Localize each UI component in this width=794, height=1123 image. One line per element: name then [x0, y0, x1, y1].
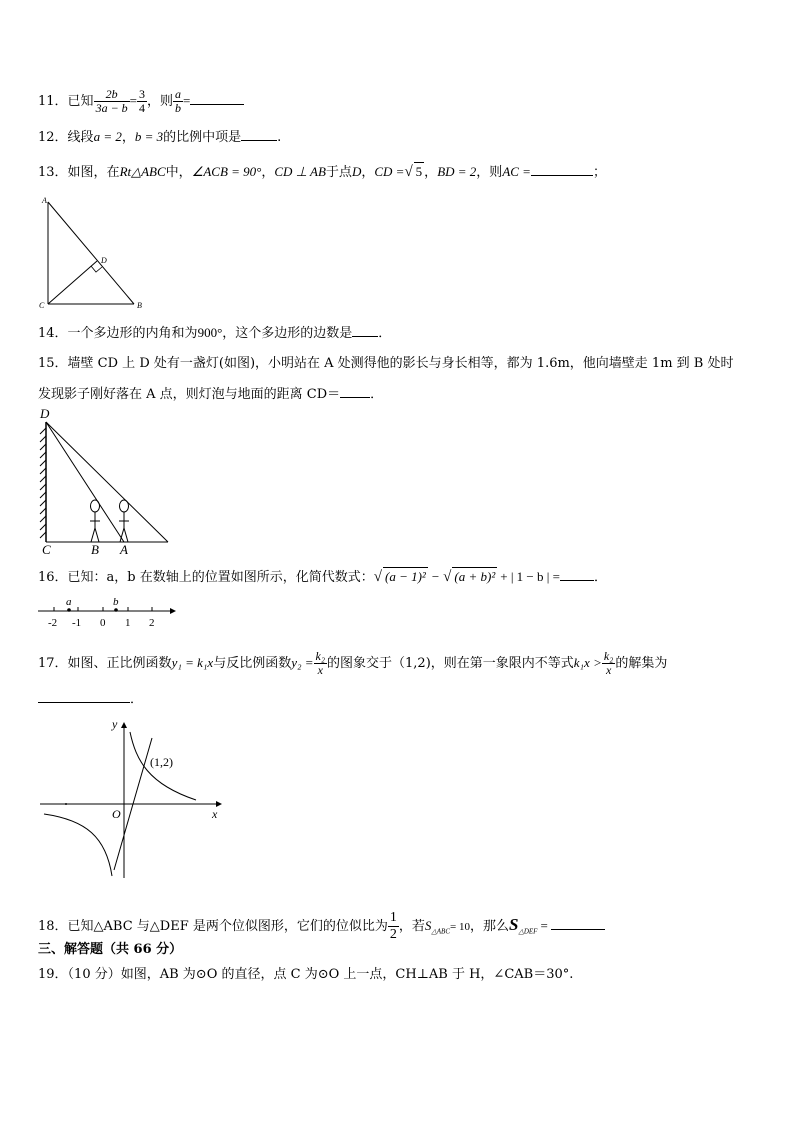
fraction-a-over-b	[173, 88, 183, 115]
intersection-label: (1,2)	[150, 755, 173, 769]
question-text: ，若	[398, 919, 425, 934]
semicolon: ；	[592, 165, 606, 180]
question-text: 墙壁 CD 上 D 处有一盏灯(如图)，小明站在 A 处测得他的影长与身长相等，都为 1.6m，他向墙壁走 1m 到 B 处时	[67, 356, 734, 371]
radical-sign: √	[373, 569, 382, 585]
question-number: 19．	[38, 967, 68, 982]
area-symbol: S	[424, 918, 432, 933]
question-text: 线段	[67, 130, 94, 145]
answer-blank[interactable]	[352, 324, 378, 337]
question-15-line-1	[38, 355, 733, 373]
tick-label: 2	[149, 617, 155, 629]
math-expression: y₂ =	[291, 655, 314, 670]
tick-label: 0	[100, 617, 106, 629]
question-18	[38, 910, 605, 943]
answer-blank[interactable]	[531, 163, 593, 176]
numerator: 1	[389, 910, 397, 925]
answer-blank[interactable]	[38, 690, 130, 703]
question-text: ，这个多边形的边数是	[222, 326, 353, 341]
fraction-k2-over-x	[602, 650, 616, 677]
question-text: 如图，在	[67, 165, 120, 180]
question-text: 已知△ABC 与△DEF 是两个位似图形，它们的位似比为	[67, 919, 388, 934]
label-a: a	[66, 596, 72, 608]
question-number: 11．	[38, 94, 68, 109]
fraction-3-over-4	[137, 88, 147, 115]
equals-sign: =	[129, 93, 138, 108]
radical-sign: √	[443, 569, 452, 585]
question-13	[38, 162, 606, 182]
origin-label: O	[112, 807, 121, 821]
math-expression: D	[351, 164, 362, 179]
math-expression: + | 1 − b | =	[500, 569, 560, 584]
point-b	[114, 608, 118, 612]
separator: ，	[424, 165, 438, 180]
math-expression: ∠ACB = 90°	[191, 164, 262, 179]
label-D: D	[101, 256, 107, 265]
question-17-line-2	[38, 690, 143, 709]
question-11	[38, 88, 244, 115]
question-text: 发现影子刚好落在 A 点，则灯泡与地面的距离 CD＝	[38, 387, 341, 402]
tick-label: -2	[48, 617, 58, 629]
question-number: 16．	[38, 570, 68, 585]
math-expression: 900°	[197, 325, 223, 340]
question-text: 的解集为	[615, 656, 668, 671]
answer-blank[interactable]	[560, 568, 594, 581]
number-line	[36, 596, 176, 630]
x-axis-label: x	[212, 807, 218, 821]
label-C: C	[39, 301, 45, 310]
figure-right-triangle	[36, 192, 148, 312]
math-expression: BD = 2	[437, 164, 477, 179]
numerator: 2b	[105, 87, 118, 101]
question-14	[38, 324, 391, 343]
separator: ，	[361, 165, 375, 180]
minus-sign: −	[431, 569, 440, 584]
axis-tick-mark	[65, 803, 67, 805]
label-A: A	[42, 196, 47, 205]
label-B: B	[91, 542, 99, 556]
question-text: 一个多边形的内角和为	[67, 326, 198, 341]
fraction-1-over-2	[388, 910, 399, 943]
question-text: ，则	[147, 94, 174, 109]
fraction-k2-over-x	[314, 650, 328, 677]
denominator: 4	[139, 101, 146, 115]
radical-sign: √	[404, 164, 413, 180]
denominator: x	[314, 663, 328, 677]
area-symbol: S	[508, 915, 519, 934]
subscript: △DEF	[518, 927, 538, 936]
label-b: b	[113, 596, 119, 608]
numerator: k₂	[315, 649, 326, 663]
label-C: C	[42, 542, 51, 556]
separator: ，	[261, 165, 275, 180]
math-expression: k₁x >	[573, 655, 602, 670]
radicand: 5	[415, 164, 423, 179]
question-text: 已知	[67, 94, 94, 109]
question-text: ，则	[476, 165, 503, 180]
figure-lamp-shadow	[36, 404, 176, 556]
answer-blank[interactable]	[241, 128, 277, 141]
label-B: B	[137, 301, 142, 310]
period: ．	[370, 387, 384, 402]
section-heading: 三、解答题（共 66 分）	[38, 942, 183, 957]
denominator: 3a − b	[95, 101, 128, 115]
numerator: a	[175, 87, 182, 101]
math-expression: = 10	[450, 921, 470, 933]
subscript: △ABC	[431, 927, 450, 936]
separator: ，	[121, 130, 135, 145]
math-expression: CD ⊥ AB	[274, 164, 326, 179]
equals-sign: =	[183, 93, 191, 108]
question-number: 12．	[38, 130, 68, 145]
denominator: 2	[389, 927, 397, 942]
fraction-2b-over-3a-minus-b	[94, 88, 130, 115]
radicand: (a − 1)²	[385, 569, 426, 584]
question-text: ，那么	[469, 919, 509, 934]
math-expression: b = 3	[134, 129, 164, 144]
question-19	[38, 966, 573, 984]
question-16	[38, 567, 607, 587]
question-text: （10 分）如图，AB 为⊙O 的直径，点 C 为⊙O 上一点，CH⊥AB 于 H，∠CAB＝30°.	[67, 967, 574, 982]
wall-hatching	[40, 428, 46, 538]
period: .	[277, 130, 282, 145]
label-A: A	[120, 542, 128, 556]
hyperbola-branch-q3	[44, 814, 112, 876]
math-expression: Rt△ABC	[119, 164, 166, 179]
question-text: 中，	[165, 165, 192, 180]
radicand: (a + b)²	[454, 569, 496, 584]
question-text: 的比例中项是	[163, 130, 242, 145]
answer-blank[interactable]	[190, 92, 244, 105]
equals-sign: =	[540, 918, 548, 933]
tick-label: -1	[72, 617, 82, 629]
period: ．	[130, 692, 144, 707]
function-graph	[36, 712, 230, 882]
answer-blank[interactable]	[340, 385, 370, 398]
math-expression: y₁ = k₁x	[171, 655, 214, 670]
question-text: 如图、正比例函数	[67, 656, 172, 671]
question-number: 15．	[38, 356, 68, 371]
label-D: D	[40, 406, 50, 421]
numerator: k₂	[603, 649, 614, 663]
question-text: 与反比例函数	[213, 656, 292, 671]
denominator: x	[602, 663, 616, 677]
period: ．	[378, 326, 392, 341]
question-number: 18．	[38, 919, 68, 934]
math-expression: AC =	[502, 164, 531, 179]
math-expression: CD =	[374, 164, 405, 179]
answer-blank[interactable]	[551, 917, 605, 930]
question-text: 已知：a，b 在数轴上的位置如图所示，化简代数式：	[67, 570, 374, 585]
question-number: 13．	[38, 165, 68, 180]
question-text: 于点	[325, 165, 352, 180]
question-text: 的图象交于（1,2)，则在第一象限内不等式	[327, 656, 574, 671]
numerator: 3	[139, 87, 146, 101]
question-12	[38, 128, 281, 147]
question-number: 14．	[38, 326, 68, 341]
tick-label: 1	[125, 617, 131, 629]
y-axis-label: y	[112, 717, 118, 731]
period: ．	[593, 570, 607, 585]
question-17-line-1	[38, 650, 667, 677]
question-15-line-2	[38, 385, 383, 404]
person-at-B	[90, 500, 100, 542]
math-expression: a = 2	[93, 129, 122, 144]
denominator: b	[175, 101, 182, 115]
point-a	[67, 608, 71, 612]
question-number: 17．	[38, 656, 68, 671]
